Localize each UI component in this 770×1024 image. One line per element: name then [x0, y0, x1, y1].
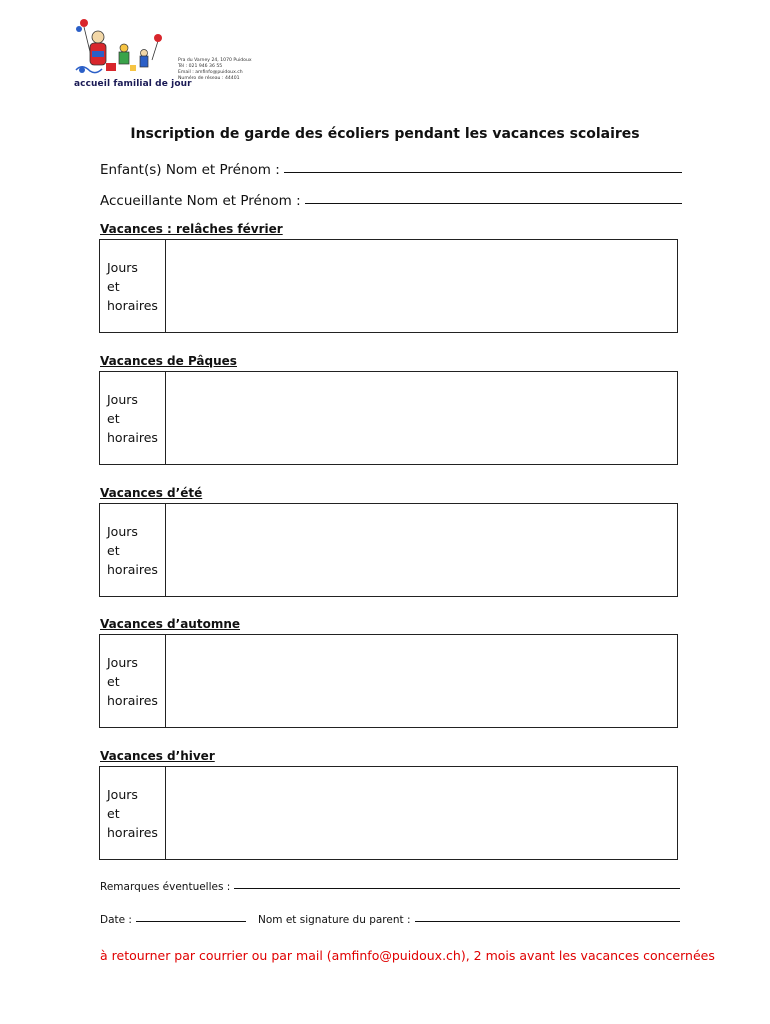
- row-label-line: et: [107, 411, 120, 426]
- row-label-line: Jours: [107, 787, 138, 802]
- schedule-entry-autumn[interactable]: [166, 635, 677, 727]
- child-name-field[interactable]: [100, 162, 682, 178]
- schedule-entry-summer[interactable]: [166, 504, 677, 596]
- row-label-line: Jours: [107, 260, 138, 275]
- caregiver-name-label: Accueillante Nom et Prénom :: [100, 193, 301, 209]
- phone-line: Tél : 021 946 36 55: [178, 64, 223, 69]
- section-title-autumn: Vacances d’automne: [100, 617, 241, 631]
- row-label: [100, 767, 166, 859]
- child-name-blank[interactable]: [284, 171, 682, 173]
- row-label-line: horaires: [107, 825, 158, 840]
- schedule-entry-easter[interactable]: [166, 372, 677, 464]
- caregiver-name-blank[interactable]: [305, 202, 682, 204]
- schedule-entry-winter[interactable]: [166, 767, 677, 859]
- email-line: Email : amfinfo@puidoux.ch: [178, 70, 243, 75]
- schedule-box-summer: [99, 503, 678, 597]
- row-label: [100, 504, 166, 596]
- page-title: Inscription de garde des écoliers pendant les vacances scolaires: [130, 126, 640, 142]
- schedule-entry-february[interactable]: [166, 240, 677, 332]
- signature-blank[interactable]: [415, 920, 681, 922]
- row-label-line: horaires: [107, 298, 158, 313]
- network-number-line: Numéro de réseau : 44401: [178, 76, 240, 81]
- schedule-box-easter: [99, 371, 678, 465]
- row-label-line: et: [107, 674, 120, 689]
- section-title-easter: Vacances de Pâques: [100, 354, 237, 368]
- signature-label: Nom et signature du parent :: [257, 914, 411, 926]
- row-label-line: et: [107, 543, 120, 558]
- date-label: Date :: [100, 914, 132, 926]
- row-label: [100, 635, 166, 727]
- schedule-box-autumn: [99, 634, 678, 728]
- section-title-winter: Vacances d’hiver: [100, 749, 215, 763]
- remarks-label: Remarques éventuelles :: [100, 881, 231, 893]
- date-blank[interactable]: [136, 920, 246, 922]
- row-label-line: Jours: [107, 524, 138, 539]
- section-title-february: Vacances : relâches février: [100, 222, 283, 236]
- date-signature-row: [100, 914, 680, 926]
- row-label-line: Jours: [107, 392, 138, 407]
- section-title-summer: Vacances d’été: [100, 486, 203, 500]
- schedule-box-winter: [99, 766, 678, 860]
- remarks-blank[interactable]: [234, 887, 680, 889]
- row-label-line: horaires: [107, 693, 158, 708]
- address-line: Pra du Varney 24, 1070 Puidoux: [178, 58, 252, 63]
- row-label-line: et: [107, 806, 120, 821]
- remarks-field[interactable]: [100, 881, 680, 893]
- address-block: [178, 58, 252, 82]
- row-label-line: horaires: [107, 430, 158, 445]
- row-label-line: horaires: [107, 562, 158, 577]
- row-label-line: Jours: [107, 655, 138, 670]
- return-instructions: à retourner par courrier ou par mail (amfinfo@puidoux.ch), 2 mois avant les vacances concernées: [100, 948, 715, 963]
- row-label: [100, 240, 166, 332]
- caregiver-name-field[interactable]: [100, 193, 682, 209]
- schedule-box-february: [99, 239, 678, 333]
- child-name-label: Enfant(s) Nom et Prénom :: [100, 162, 280, 178]
- row-label: [100, 372, 166, 464]
- logo-text: accueil familial de jour: [74, 79, 192, 89]
- row-label-line: et: [107, 279, 120, 294]
